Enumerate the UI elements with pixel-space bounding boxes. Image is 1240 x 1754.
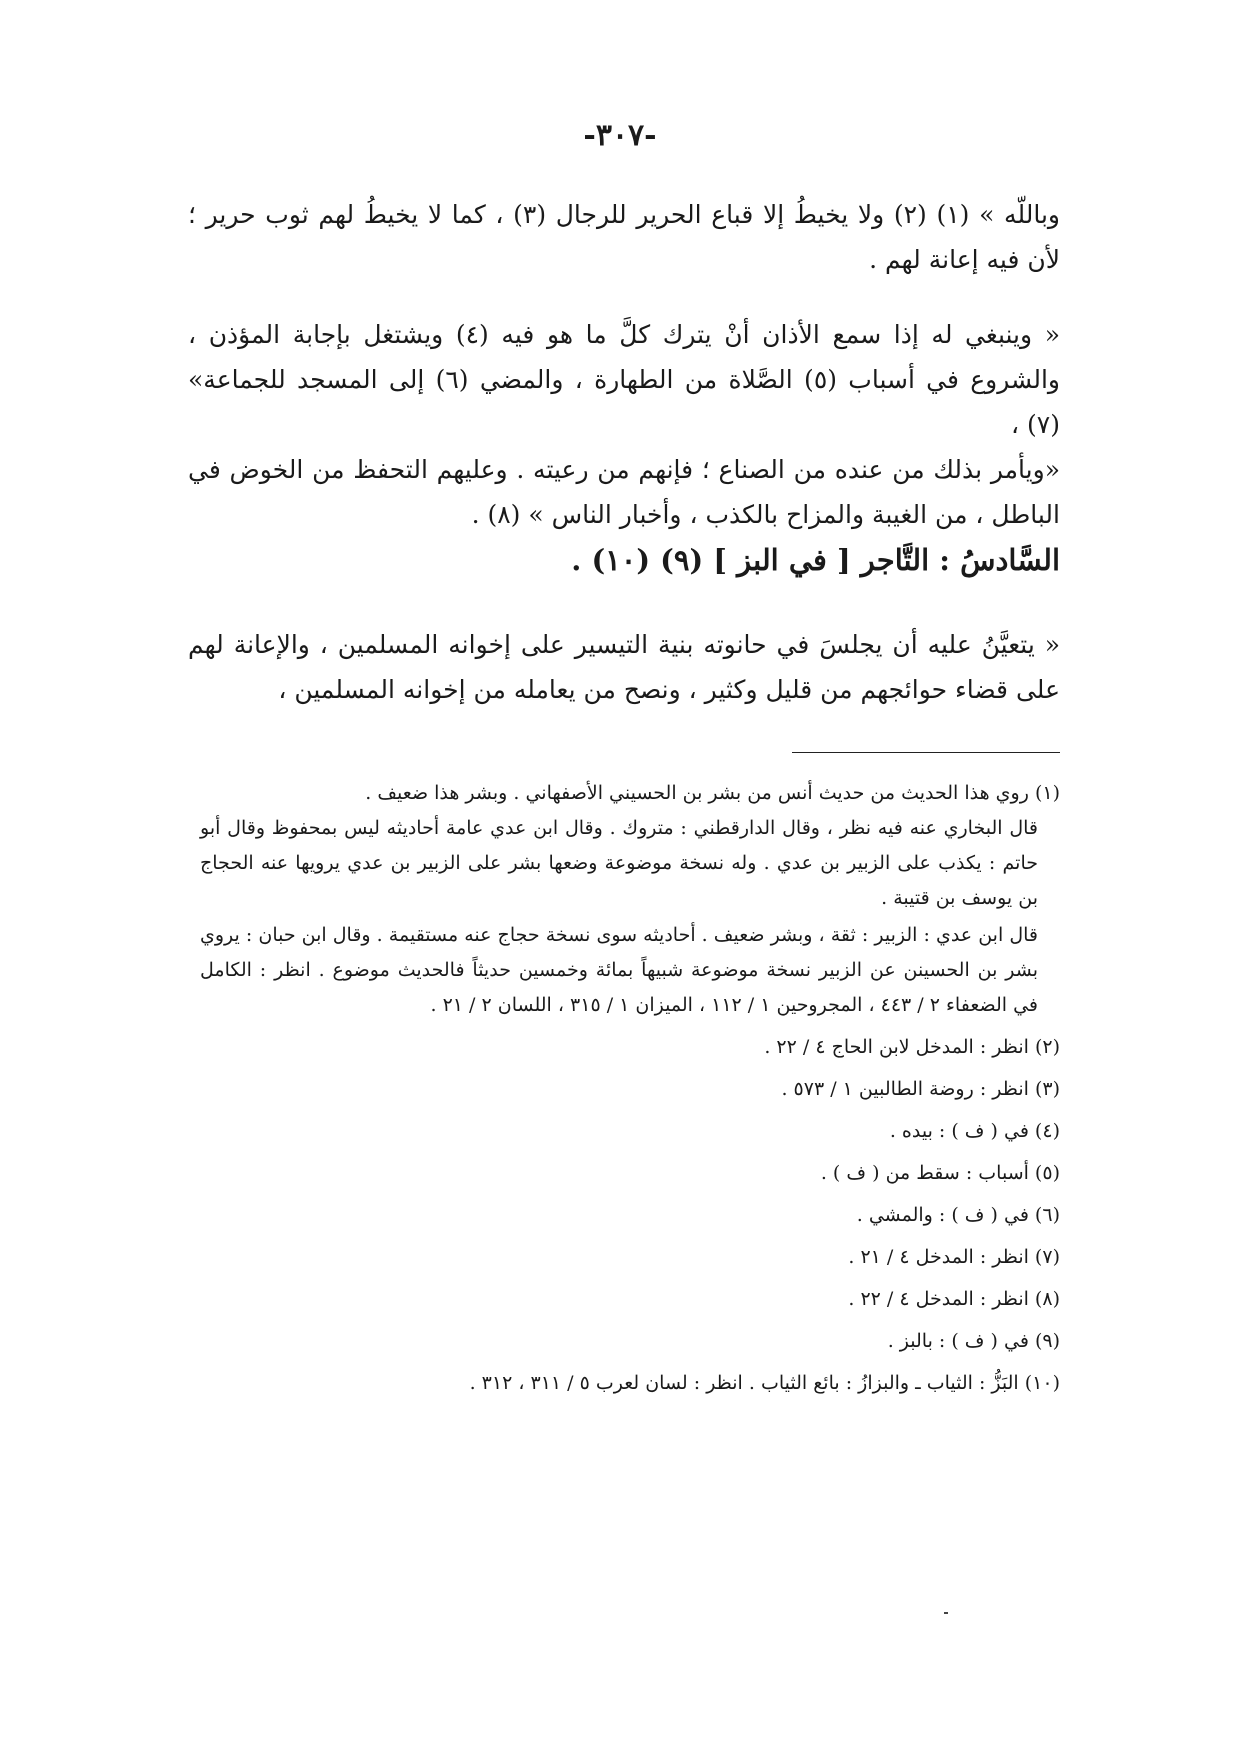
footnote-10: (١٠) البَزُّ : الثياب ـ والبزازُ : بائع الثياب . انظر : لسان لعرب ٥ / ٣١١ ، ٣١٢ . <box>469 1372 1060 1394</box>
paragraph-1: وباللّه » (١) (٢) ولا يخيطُ إلا قباع الحرير للرجال (٣) ، كما لا يخيطُ لهم ثوب حرير ؛ لأن فيه إعانة لهم . <box>188 200 1060 274</box>
footnote-3: (٣) انظر : روضة الطالبين ١ / ٥٧٣ . <box>781 1078 1060 1100</box>
footnote-1-continuation: قال البخاري عنه فيه نظر ، وقال الدارقطني : متروك . وقال ابن عدي عامة أحاديثه ليس بمحفوظ وقال أبو حاتم : يكذب على الزبير بن عدي . وله نسخة موضوعة وضعها بشر على الزبير بن عدي يرويها عنه الحجاج بن يوسف بن قتيبة . <box>200 817 1038 909</box>
paragraph-2: « وينبغي له إذا سمع الأذان أنْ يترك كلَّ ما هو فيه (٤) ويشتغل بإجابة المؤذن ، والشروع في أسباب (٥) الصَّلاة من الطهارة ، والمضي (٦) إلى المسجد للجماعة» (٧) ، <box>188 320 1060 439</box>
footnote-8: (٨) انظر : المدخل ٤ / ٢٢ . <box>848 1288 1060 1310</box>
footnote-separator <box>792 752 1060 753</box>
scan-mark <box>944 1612 948 1614</box>
footnote-4: (٤) في ( ف ) : بيده . <box>889 1120 1060 1142</box>
paragraph-4: « يتعيَّنُ عليه أن يجلسَ في حانوته بنية التيسير على إخوانه المسلمين ، والإعانة لهم على قضاء حوائجهم من قليل وكثير ، ونصح من يعامله من إخوانه المسلمين ، <box>188 630 1060 704</box>
footnote-1: (١) روي هذا الحديث من حديث أنس من بشر بن الحسيني الأصفهاني . وبشر هذا ضعيف . <box>365 782 1060 804</box>
page-number: -٣٠٧- <box>583 118 657 153</box>
paragraph-3: «ويأمر بذلك من عنده من الصناع ؛ فإنهم من رعيته . وعليهم التحفظ من الخوض في الباطل ، من الغيبة والمزاح بالكذب ، وأخبار الناس » (٨) . <box>188 455 1060 529</box>
footnote-7: (٧) انظر : المدخل ٤ / ٢١ . <box>848 1246 1060 1268</box>
footnote-5: (٥) أسباب : سقط من ( ف ) . <box>820 1162 1060 1184</box>
footnote-6: (٦) في ( ف ) : والمشي . <box>856 1204 1060 1226</box>
footnotes <box>200 776 1060 1401</box>
main-text <box>188 192 1060 537</box>
footnote-1-continuation: قال ابن عدي : الزبير : ثقة ، وبشر ضعيف . أحاديثه سوى نسخة حجاج عنه مستقيمة . وقال ابن حبان : يروي بشر بن الحسينن عن الزبير نسخة موضوعة شبيهاً بمائة وخمسين حديثاً فالحديث موضوع . انظر : الكامل في الضعفاء ٢ / ٤٤٣ ، المجروحين ١ / ١١٢ ، الميزان ١ / ٣١٥ ، اللسان ٢ / ٢١ . <box>200 924 1038 1016</box>
section-heading: السَّادسُ : التَّاجر [ في البز ] (٩) (١٠) . <box>571 543 1060 577</box>
footnote-9: (٩) في ( ف ) : بالبز . <box>887 1330 1060 1352</box>
footnote-2: (٢) انظر : المدخل لابن الحاج ٤ / ٢٢ . <box>764 1036 1060 1058</box>
